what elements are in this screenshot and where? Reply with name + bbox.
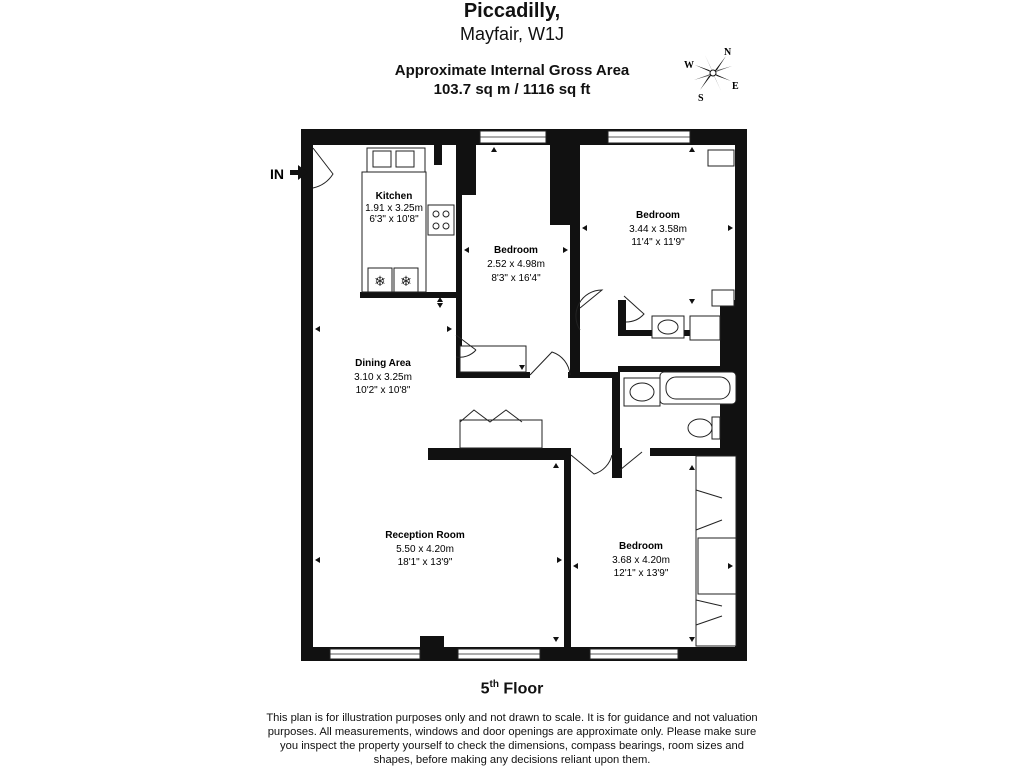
svg-text:Dining Area: Dining Area: [355, 358, 411, 369]
compass-rose-icon: [684, 47, 739, 104]
compass-w: W: [684, 60, 694, 71]
svg-text:Reception Room: Reception Room: [385, 530, 465, 541]
svg-text:1.91 x 3.25m: 1.91 x 3.25m: [365, 203, 423, 214]
page-title: Piccadilly,: [463, 0, 561, 22]
room-bedroom-2: [629, 210, 687, 248]
compass-s: S: [698, 93, 704, 104]
svg-text:6'3" x 10'8": 6'3" x 10'8": [369, 214, 419, 225]
floor-label: 5th Floor: [480, 679, 544, 698]
area-heading: Approximate Internal Gross Area: [394, 62, 630, 79]
svg-text:Kitchen: Kitchen: [375, 191, 413, 202]
disclaimer-text: This plan is for illustration purposes only and not drawn to scale. It is for guidance and not valuation purposes. All measurements, windows and door openings are approximate only. Please make sure you inspect the property yourself to check the dimensions, compass bearings, room sizes and shapes, before making any decisions reliant upon them.: [266, 712, 758, 766]
svg-text:10'2" x 10'8": 10'2" x 10'8": [355, 385, 411, 396]
svg-text:3.10 x 3.25m: 3.10 x 3.25m: [354, 372, 412, 383]
svg-text:Bedroom: Bedroom: [619, 541, 663, 552]
svg-text:❄: ❄: [400, 273, 412, 289]
room-dining-area: [354, 358, 412, 396]
room-reception: [385, 530, 465, 568]
svg-text:Bedroom: Bedroom: [494, 245, 538, 256]
svg-text:❄: ❄: [374, 273, 386, 289]
entrance-label: IN: [270, 166, 284, 182]
svg-text:12'1" x 13'9": 12'1" x 13'9": [613, 568, 669, 579]
bathroom-fixtures: [624, 150, 736, 439]
compass-e: E: [732, 81, 739, 92]
svg-text:3.68 x 4.20m: 3.68 x 4.20m: [612, 555, 670, 566]
room-bedroom-3: [612, 541, 670, 579]
room-bedroom-1: [487, 245, 545, 284]
area-value: 103.7 sq m / 1116 sq ft: [433, 81, 591, 98]
svg-text:2.52 x 4.98m: 2.52 x 4.98m: [487, 259, 545, 270]
svg-text:Bedroom: Bedroom: [636, 210, 680, 221]
svg-text:5.50 x 4.20m: 5.50 x 4.20m: [396, 544, 454, 555]
address-subtitle: Mayfair, W1J: [459, 24, 565, 44]
svg-text:18'1" x 13'9": 18'1" x 13'9": [397, 557, 453, 568]
svg-text:11'4" x 11'9": 11'4" x 11'9": [631, 237, 685, 248]
svg-text:8'3" x 16'4": 8'3" x 16'4": [491, 273, 541, 284]
svg-text:3.44 x 3.58m: 3.44 x 3.58m: [629, 224, 687, 235]
compass-n: N: [724, 47, 732, 58]
